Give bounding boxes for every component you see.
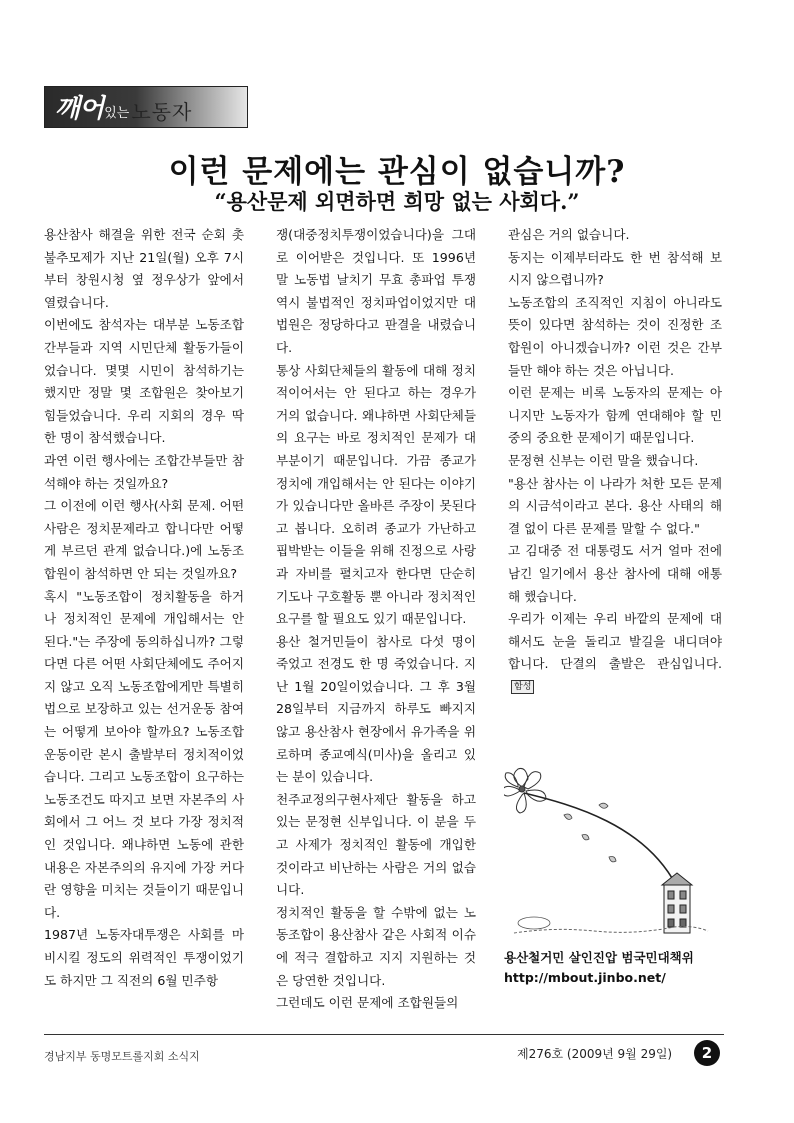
paragraph: 1987년 노동자대투쟁은 사회를 마비시킬 정도의 위력적인 투쟁이었기도 하지만 그 직전의 6월 민주항: [44, 927, 244, 988]
section-tag-small: 있는: [104, 106, 130, 121]
article-title: 이런 문제에는 관심이 없습니까?: [168, 154, 626, 190]
paragraph: 용산 철거민들이 참사로 다섯 명이 죽었고 전경도 한 명 죽었습니다. 지난 1월 20일이었습니다. 그 후 3월 28일부터 지금까지 하루도 빠지지 않고 용산참사 현장에서 유가족을 위로하며 종교예식(미사)을 올리고 있는 분이 있습니다.: [276, 633, 476, 785]
paragraph: 과연 이런 행사에는 조합간부들만 참석해야 하는 것일까요?: [44, 452, 244, 491]
paragraph: 관심은 거의 없습니다.: [508, 227, 630, 242]
author-credit-box: 함성: [511, 680, 534, 694]
paragraph: 이런 문제는 비록 노동자의 문제는 아니지만 노동자가 함께 연대해야 할 민중의 중요한 문제이기 때문입니다.: [508, 385, 722, 446]
page-number: 2: [694, 1040, 720, 1066]
paragraph: 정치적인 활동을 할 수밖에 없는 노동조합이 용산참사 같은 사회적 이슈에 적극 결합하고 지지 지원하는 것은 당연한 것입니다.: [276, 904, 476, 988]
flower-illustration: [504, 765, 718, 943]
illustration-caption: [504, 948, 718, 988]
article-column-3: [508, 224, 722, 698]
paragraph: 동지는 이제부터라도 한 번 참석해 보시지 않으렵니까?: [508, 249, 722, 288]
section-tag: [44, 86, 248, 128]
paragraph: 노동조합의 조직적인 지침이 아니라도 뜻이 있다면 참석하는 것이 진정한 조합원이 아니겠습니까? 이런 것은 간부들만 해야 하는 것은 아닙니다.: [508, 294, 722, 378]
paragraph: 그 이전에 이런 행사(사회 문제. 어떤 사람은 정치문제라고 합니다만 어떻게 부르던 관계 없습니다.)에 노동조합원이 참석하면 안 되는 것일까요?: [44, 498, 244, 581]
section-tag-big: 깨어: [55, 94, 104, 124]
paragraph: 통상 사회단체들의 활동에 대해 정치적이어서는 안 된다고 하는 경우가 거의 없습니다. 왜냐하면 사회단체들의 요구는 바로 정치적인 문제가 대부분이기 때문입니다. 가끔 종교가 정치에 개입해서는 안 된다는 이야기가 있습니다만 올바른 주장이 못된다고 봅니다. 오히려 종교가 가난하고 핍박받는 이들을 위해 진정으로 사랑과 자비를 펼치고자 한다면 단순히 기도나 구호활동 뿐 아니라 정치적인 요구를 할 필요도 있기 때문입니다.: [276, 362, 476, 627]
paragraph: 그런데도 이런 문제에 조합원들의: [276, 995, 459, 1011]
paragraph: 문정현 신부는 이런 말을 했습니다.: [508, 452, 699, 468]
paragraph: 천주교정의구현사제단 활동을 하고 있는 문정현 신부입니다. 이 분을 두고 사제가 정치적인 활동에 개입한 것이라고 비난하는 사람은 거의 없습니다.: [276, 791, 476, 898]
paragraph: [508, 608, 722, 698]
closing-paragraph: 우리가 이제는 우리 바깥의 문제에 대해서도 눈을 돌리고 발길을 내디뎌야 합니다. 단결의 출발은 관심입니다.: [508, 611, 722, 672]
section-tag-rest: 노동자: [131, 100, 193, 124]
footer-divider: [44, 1034, 724, 1035]
article-subtitle: “용산문제 외면하면 희망 없는 사회다.”: [214, 189, 580, 214]
footer-issue: 제276호 (2009년 9월 29일): [517, 1047, 673, 1061]
caption-url: http://mbout.jinbo.net/: [504, 970, 666, 985]
article-column-1: [44, 224, 244, 992]
paragraph: 고 김대중 전 대통령도 서거 얼마 전에 남긴 일기에서 용산 참사에 대해 애통해 했습니다.: [508, 543, 722, 604]
footer-publication: 경남지부 동명모트롤지회 소식지: [44, 1050, 200, 1063]
paragraph: 쟁(대중정치투쟁이었습니다)을 그대로 이어받은 것입니다. 또 1996년 말 노동법 날치기 무효 총파업 투쟁 역시 불법적인 정치파업이었지만 대법원은 정당하다고 판결을 내렸습니다.: [276, 227, 476, 355]
paragraph: "용산 참사는 이 나라가 처한 모든 문제의 시금석이라고 본다. 용산 사태의 해결 없이 다른 문제를 말할 수 없다.": [508, 475, 722, 536]
caption-org: 용산철거민 살인진압 범국민대책위: [504, 950, 694, 965]
paragraph: 용산참사 해결을 위한 전국 순회 촛불추모제가 지난 21일(월) 오후 7시부터 창원시청 옆 정우상가 앞에서 열렸습니다.: [44, 227, 244, 310]
paragraph: 혹시 "노동조합이 정치활동을 하거나 정치적인 문제에 개입해서는 안 된다."는 주장에 동의하십니까? 그렇다면 다른 어떤 사회단체에도 주어지지 않고 오직 노동조합에게만 특별히 법으로 보장하고 있는 선거운동 참여는 어떻게 보아야 할까요? 노동조합 운동이란 본시 출발부터 정치적이었습니다. 그리고 노동조합이 요구하는 노동조건도 따지고 보면 자본주의 사회에서 그 어느 것 보다 가장 정치적인 것입니다. 왜냐하면 노동에 관한 내용은 자본주의의 유지에 가장 커다란 영향을 미치는 것들이기 때문입니다.: [44, 588, 244, 920]
paragraph: 이번에도 참석자는 대부분 노동조합 간부들과 지역 시민단체 활동가들이었습니다. 몇몇 시민이 참석하기는 했지만 정말 몇 조합원은 찾아보기 힘들었습니다. 우리 지회의 경우 딱 한 명이 참석했습니다.: [44, 317, 244, 446]
article-column-2: [276, 224, 476, 1015]
